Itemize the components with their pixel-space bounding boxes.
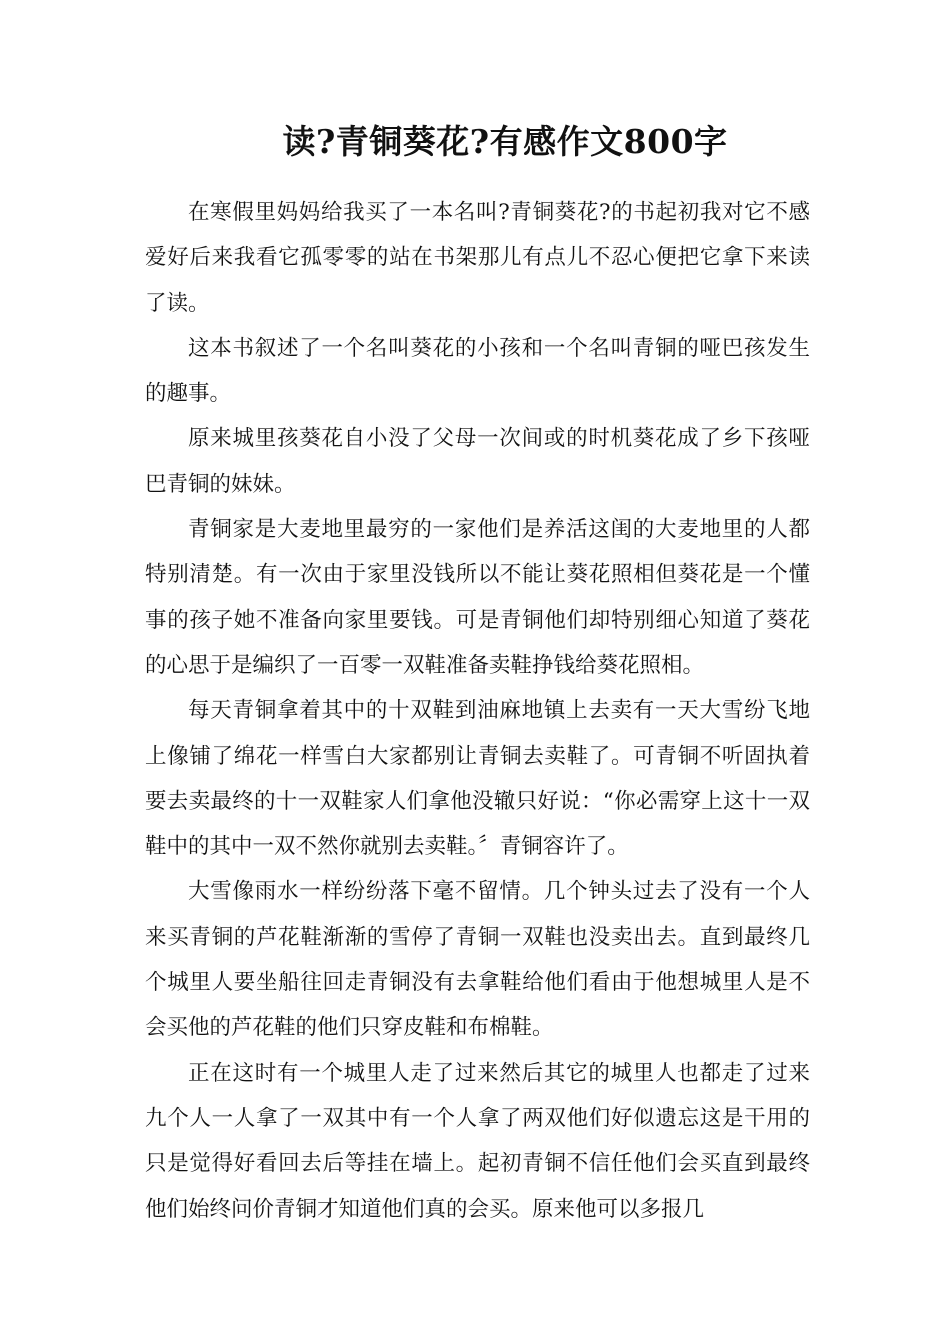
document-title: 读?青铜葵花?有感作文800字 <box>282 122 728 161</box>
paragraph: 大雪像雨水一样纷纷落下毫不留情。几个钟头过去了没有一个人来买青铜的芦花鞋渐渐的雪停了青铜一双鞋也没卖出去。直到最终几个城里人要坐船往回走青铜没有去拿鞋给他们看由于他想城里人是不会买他的芦花鞋的他们只穿皮鞋和布棉鞋。 <box>145 879 810 1041</box>
document-body <box>145 190 810 1232</box>
paragraph: 这本书叙述了一个名叫葵花的小孩和一个名叫青铜的哑巴孩发生的趣事。 <box>145 335 810 407</box>
paragraph: 原来城里孩葵花自小没了父母一次间或的时机葵花成了乡下孩哑巴青铜的妹妹。 <box>145 426 810 497</box>
paragraph: 青铜家是大麦地里最穷的一家他们是养活这闺的大麦地里的人都特别清楚。有一次由于家里没钱所以不能让葵花照相但葵花是一个懂事的孩子她不准备向家里要钱。可是青铜他们却特别细心知道了葵花的心思于是编织了一百零一双鞋准备卖鞋挣钱给葵花照相。 <box>145 517 810 678</box>
paragraph: 在寒假里妈妈给我买了一本名叫?青铜葵花?的书起初我对它不感爱好后来我看它孤零零的站在书架那儿有点儿不忍心便把它拿下来读了读。 <box>145 200 810 316</box>
paragraph: 每天青铜拿着其中的十双鞋到油麻地镇上去卖有一天大雪纷飞地上像铺了绵花一样雪白大家都别让青铜去卖鞋了。可青铜不听固执着要去卖最终的十一双鞋家人们拿他没辙只好说：“你必需穿上这十一双鞋中的其中一双不然你就别去卖鞋。〞青铜容许了。 <box>145 698 810 860</box>
paragraph: 正在这时有一个城里人走了过来然后其它的城里人也都走了过来九个人一人拿了一双其中有一个人拿了两双他们好似遗忘这是干用的只是觉得好看回去后等挂在墙上。起初青铜不信任他们会买直到最终他们始终问价青铜才知道他们真的会买。原来他可以多报几 <box>145 1060 810 1222</box>
